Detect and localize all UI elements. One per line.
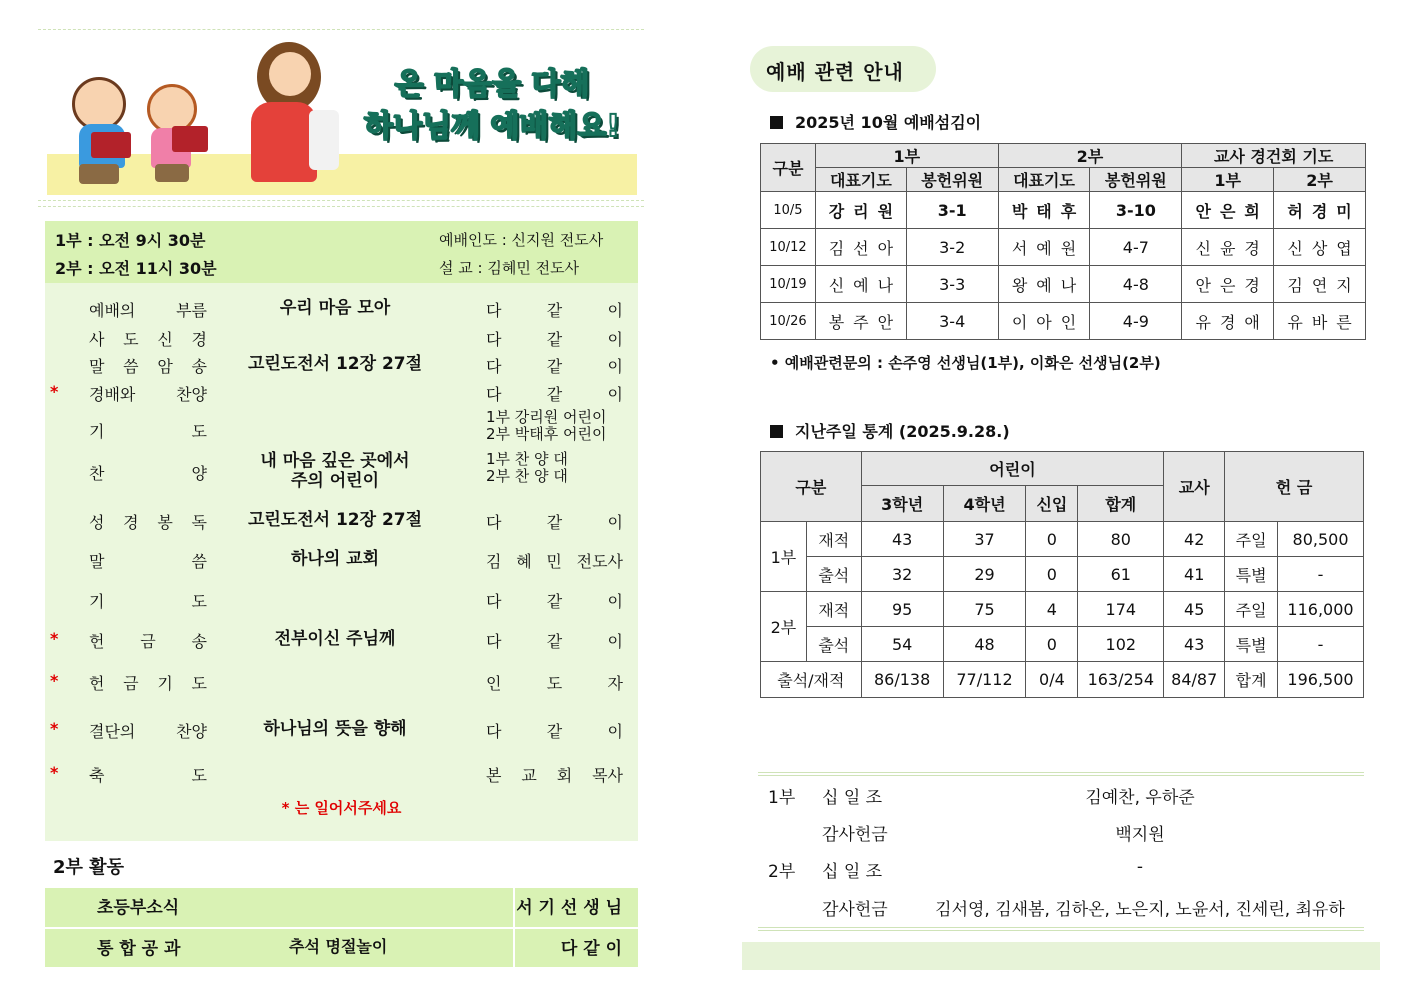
spread-char: 전도사 [576, 552, 623, 571]
schedule-h-usher-1: 봉헌위원 [906, 168, 998, 192]
spread-char: 도 [191, 422, 207, 441]
spread-char: 경 [123, 513, 139, 532]
stats-total-offering-value: 196,500 [1278, 662, 1364, 698]
spread-char: 찬양 [176, 385, 207, 404]
preacher: 설 교 : 김혜민 전도사 [439, 259, 580, 277]
order-row [45, 451, 638, 491]
required-stand-marker: * [50, 671, 59, 690]
spread-char: 민 [546, 552, 562, 571]
stats-new: 4 [1026, 592, 1078, 627]
order-item-title: 우리 마음 모아 [279, 298, 391, 318]
spread-char: 성 [89, 513, 105, 532]
spread-char: 송 [191, 632, 207, 651]
spread-char: 씀 [123, 357, 139, 376]
stats-total-g3: 86/138 [861, 662, 943, 698]
stats-offering-label: 주일 [1225, 522, 1278, 557]
schedule-h-first: 1부 [815, 144, 998, 168]
schedule-teacher-2: 신상엽 [1274, 229, 1366, 266]
jesus-robe-icon [251, 102, 317, 182]
order-row [45, 588, 638, 612]
footer-strip [742, 942, 1380, 970]
offering-names: - [1136, 857, 1144, 877]
schedule-date: 10/19 [761, 266, 816, 303]
offering-kind: 십 일 조 [822, 862, 883, 882]
schedule-h-prayer-2: 대표기도 [998, 168, 1090, 192]
spread-char: 같 [546, 592, 563, 611]
stool-icon [79, 164, 119, 184]
spread-char: 경배와 [89, 385, 136, 404]
spread-char: 기 [89, 422, 105, 441]
stats-kind: 재적 [806, 522, 861, 557]
order-item-leader-line: 2부 찬 양 대 [486, 467, 568, 485]
order-item-leader [486, 327, 623, 350]
banner-ground [47, 154, 637, 195]
spread-char: 금 [123, 674, 139, 693]
order-row [45, 628, 638, 652]
spread-char: 양 [191, 464, 207, 483]
jesus-face-icon [269, 52, 311, 96]
schedule-h-t2: 2부 [1274, 168, 1366, 192]
order-item-label [89, 298, 207, 321]
schedule-usher-2: 4-8 [1090, 266, 1182, 303]
order-item-leader [486, 549, 623, 572]
schedule-teacher-1: 신윤경 [1182, 229, 1274, 266]
stats-row [761, 627, 1364, 662]
spread-char: 목사 [592, 766, 623, 785]
spread-char: 본 [486, 766, 502, 785]
schedule-row [761, 192, 1366, 229]
stats-offering-value: - [1278, 557, 1364, 592]
spread-char: 도 [191, 674, 207, 693]
spread-char: 같 [546, 513, 563, 532]
stats-teacher: 41 [1164, 557, 1225, 592]
spread-char: 같 [546, 330, 563, 349]
order-item-leader [486, 354, 623, 377]
spread-char: 사 [89, 330, 105, 349]
spread-char: 다 [486, 357, 502, 376]
spread-char: 같 [546, 301, 563, 320]
order-row [45, 509, 638, 533]
schedule-teacher-2: 유바른 [1274, 303, 1366, 340]
boy-icon [72, 77, 126, 131]
offering-kind: 감사헌금 [822, 900, 888, 920]
spread-char: 결단의 [89, 722, 136, 741]
stats-kind: 출석 [806, 627, 861, 662]
offering-divider-top-2 [758, 775, 1364, 776]
order-item-title: 고린도전서 12장 27절 [247, 354, 423, 374]
stats-g4: 48 [943, 627, 1026, 662]
spread-char: 같 [546, 632, 563, 651]
stats-g4: 37 [943, 522, 1026, 557]
spread-char: 예배의 [89, 301, 136, 320]
schedule-h-t1: 1부 [1182, 168, 1274, 192]
schedule-usher-2: 4-7 [1090, 229, 1182, 266]
order-item-label [89, 419, 207, 442]
spread-char: 말 [89, 357, 105, 376]
schedule-prayer-2: 박태후 [998, 192, 1090, 229]
stats-new: 0 [1026, 522, 1078, 557]
activity-table [45, 888, 638, 967]
stats-kind: 재적 [806, 592, 861, 627]
stats-part: 1부 [761, 522, 807, 592]
order-item-title: 전부이신 주님께 [274, 629, 396, 649]
second-service-time: 2부 : 오전 11시 30분 [55, 259, 217, 278]
stats-g3: 32 [861, 557, 943, 592]
order-row [45, 548, 638, 572]
order-item-label [89, 461, 207, 484]
stats-new: 0 [1026, 557, 1078, 592]
activity-label-news: 초등부소식 [97, 898, 180, 918]
order-item-leader-line: 1부 찬 양 대 [486, 450, 568, 468]
stats-offering-value: 80,500 [1278, 522, 1364, 557]
square-bullet-icon-2 [770, 425, 783, 438]
order-item-title-line: 내 마음 깊은 곳에서 [260, 451, 410, 471]
spread-char: 축 [89, 766, 105, 785]
activity-label-lesson: 통 합 공 과 [97, 939, 181, 959]
order-item-leader [486, 719, 623, 742]
spread-char: 회 [556, 766, 573, 785]
spread-char: 김 [486, 552, 502, 571]
schedule-teacher-1: 안은희 [1182, 192, 1274, 229]
offering-divider-bottom-1 [758, 927, 1364, 928]
spread-char: 다 [486, 592, 502, 611]
stats-sum: 80 [1078, 522, 1164, 557]
schedule-usher-1: 3-4 [906, 303, 998, 340]
bible-icon-2 [172, 126, 208, 152]
schedule-teacher-1: 유경애 [1182, 303, 1274, 340]
contact-note: • 예배관련문의 : 손주영 선생님(1부), 이화은 선생님(2부) [770, 354, 1161, 372]
order-item-label [89, 354, 207, 377]
spread-char: 도 [123, 330, 139, 349]
schedule-row [761, 303, 1366, 340]
spread-char: 자 [607, 674, 623, 693]
activity-row-separator [45, 927, 638, 929]
order-item-label [89, 382, 207, 405]
spread-char: 도 [191, 766, 207, 785]
stats-offering-label: 특별 [1225, 627, 1278, 662]
order-item-leader [486, 510, 623, 533]
order-item-leader [486, 629, 623, 652]
stats-h-children: 어린이 [861, 452, 1164, 486]
spread-char: 부름 [176, 301, 207, 320]
order-item-title-line: 주의 어린이 [290, 471, 380, 491]
required-stand-marker: * [50, 719, 59, 738]
activity-who-lesson: 다 같 이 [560, 939, 622, 959]
section-pill [750, 46, 936, 92]
spread-char: 도 [191, 592, 207, 611]
order-row [45, 297, 638, 321]
stats-sum: 174 [1078, 592, 1164, 627]
stats-heading [770, 419, 1010, 442]
stats-total-g4: 77/112 [943, 662, 1026, 698]
spread-char: 다 [486, 632, 502, 651]
schedule-prayer-2: 왕예나 [998, 266, 1090, 303]
stats-h-sum: 합계 [1078, 486, 1164, 522]
stats-g4: 29 [943, 557, 1026, 592]
spread-char: 혜 [516, 552, 532, 571]
order-item-label [89, 510, 207, 533]
order-item-label [89, 549, 207, 572]
order-item-leader [486, 382, 623, 405]
spread-char: 이 [607, 592, 623, 611]
stats-part: 2부 [761, 592, 807, 662]
spread-char: 이 [607, 722, 623, 741]
schedule-date: 10/26 [761, 303, 816, 340]
worship-leader: 예배인도 : 신지원 전도사 [439, 231, 604, 249]
stool-icon-2 [155, 164, 189, 182]
schedule-usher-1: 3-1 [906, 192, 998, 229]
order-item-label [89, 671, 207, 694]
order-row [45, 353, 638, 377]
stats-offering-label: 주일 [1225, 592, 1278, 627]
spread-char: 말 [89, 552, 105, 571]
spread-char: 같 [546, 385, 563, 404]
stats-total-offering-label: 합계 [1225, 662, 1278, 698]
offering-divider-bottom-2 [758, 930, 1364, 931]
stats-sum: 61 [1078, 557, 1164, 592]
stats-sum: 102 [1078, 627, 1164, 662]
spread-char: 독 [191, 513, 207, 532]
schedule-row [761, 266, 1366, 303]
spread-char: 찬 [89, 464, 105, 483]
stats-teacher: 45 [1164, 592, 1225, 627]
schedule-teacher-2: 김연지 [1274, 266, 1366, 303]
stats-h-g4: 4학년 [943, 486, 1026, 522]
stats-g4: 75 [943, 592, 1026, 627]
spread-char: 헌 [89, 674, 105, 693]
schedule-date: 10/5 [761, 192, 816, 229]
spread-char: 기 [157, 674, 173, 693]
spread-char: 이 [607, 301, 623, 320]
schedule-h-usher-2: 봉헌위원 [1090, 168, 1182, 192]
order-item-leader [486, 298, 623, 321]
order-item-title: 하나의 교회 [290, 549, 380, 569]
stats-heading-text: 지난주일 통계 (2025.9.28.) [795, 422, 1010, 441]
stats-offering-value: - [1278, 627, 1364, 662]
stats-g3: 54 [861, 627, 943, 662]
schedule-h-second: 2부 [998, 144, 1182, 168]
stats-table [760, 451, 1364, 698]
stats-row [761, 592, 1364, 627]
offering-kind: 십 일 조 [822, 788, 883, 808]
spread-char: 같 [546, 357, 563, 376]
stats-h-gubun: 구분 [761, 452, 862, 522]
offering-part: 2부 [768, 862, 796, 882]
spread-char: 봉 [157, 513, 173, 532]
stats-row [761, 522, 1364, 557]
schedule-row [761, 229, 1366, 266]
stats-new: 0 [1026, 627, 1078, 662]
spread-char: 이 [607, 385, 623, 404]
order-item-leader [486, 671, 623, 694]
schedule-table [760, 143, 1366, 340]
schedule-date: 10/12 [761, 229, 816, 266]
spread-char: 이 [607, 357, 623, 376]
order-item-label [89, 589, 207, 612]
stats-h-teacher: 교사 [1164, 452, 1225, 522]
offering-divider-top-1 [758, 772, 1364, 773]
spread-char: 이 [607, 513, 623, 532]
spread-char: 다 [486, 722, 502, 741]
stats-total-teacher: 84/87 [1164, 662, 1225, 698]
top-divider [38, 29, 644, 30]
square-bullet-icon [770, 116, 783, 129]
schedule-heading [770, 110, 981, 133]
spread-char: 이 [607, 330, 623, 349]
offering-kind: 감사헌금 [822, 825, 888, 845]
spread-char: 신 [157, 330, 173, 349]
schedule-usher-1: 3-2 [906, 229, 998, 266]
schedule-usher-2: 3-10 [1090, 192, 1182, 229]
spread-char: 경 [191, 330, 207, 349]
schedule-prayer-2: 이아인 [998, 303, 1090, 340]
spread-char: 헌 [89, 632, 105, 651]
order-item-title [205, 451, 465, 491]
stats-g3: 43 [861, 522, 943, 557]
offering-names: 백지원 [1115, 825, 1165, 845]
jesus-sash-icon [309, 110, 339, 170]
spread-char: 씀 [191, 552, 207, 571]
stats-g3: 95 [861, 592, 943, 627]
spread-char: 다 [486, 385, 502, 404]
spread-char: 같 [546, 722, 563, 741]
spread-char: 도 [546, 674, 563, 693]
activity-who-news: 서 기 선 생 님 [516, 898, 622, 918]
schedule-teacher-1: 안은경 [1182, 266, 1274, 303]
spread-char: 금 [140, 632, 156, 651]
order-row [45, 409, 638, 449]
stats-offering-label: 특별 [1225, 557, 1278, 592]
stats-total-row [761, 662, 1364, 698]
schedule-prayer-1: 신예나 [815, 266, 906, 303]
required-stand-marker: * [50, 382, 59, 401]
order-item-label [89, 629, 207, 652]
schedule-prayer-1: 김선아 [815, 229, 906, 266]
order-item-leader [486, 409, 623, 443]
order-row [45, 381, 638, 405]
spread-char: 찬양 [176, 722, 207, 741]
order-item-leader [486, 763, 623, 786]
spread-char: 암 [157, 357, 173, 376]
order-row [45, 762, 638, 786]
order-item-label [89, 327, 207, 350]
banner [47, 32, 637, 195]
worship-times-bar [45, 221, 638, 283]
banner-title-line1: 온 마음을 다해 [394, 67, 590, 102]
schedule-usher-2: 4-9 [1090, 303, 1182, 340]
spread-char: 다 [486, 301, 502, 320]
schedule-h-teacher: 교사 경건회 기도 [1182, 144, 1366, 168]
schedule-usher-1: 3-3 [906, 266, 998, 303]
spread-char: 다 [486, 513, 502, 532]
order-item-leader [486, 451, 623, 485]
stats-total-sum: 163/254 [1078, 662, 1164, 698]
bible-icon [91, 132, 131, 158]
schedule-teacher-2: 허경미 [1274, 192, 1366, 229]
offering-names: 김예찬, 우하준 [1085, 788, 1195, 808]
schedule-prayer-1: 봉주안 [815, 303, 906, 340]
order-row [45, 718, 638, 742]
activity-heading: 2부 활동 [53, 857, 124, 878]
order-item-title: 하나님의 뜻을 향해 [263, 719, 407, 739]
stats-teacher: 43 [1164, 627, 1225, 662]
spread-char: 교 [521, 766, 537, 785]
order-row [45, 326, 638, 350]
banner-divider-2 [38, 206, 644, 207]
spread-char: 다 [486, 330, 502, 349]
stand-note: * 는 일어서주세요 [281, 799, 402, 817]
order-item-leader-line: 2부 박태후 어린이 [486, 425, 607, 443]
activity-content-lesson: 추석 명절놀이 [289, 937, 388, 956]
spread-char: 송 [191, 357, 207, 376]
schedule-heading-text: 2025년 10월 예배섬김이 [795, 113, 982, 132]
stats-total-label: 출석/재적 [761, 662, 862, 698]
banner-title [352, 64, 632, 148]
stats-h-new: 신입 [1026, 486, 1078, 522]
order-item-label [89, 719, 207, 742]
order-item-leader [486, 589, 623, 612]
required-stand-marker: * [50, 629, 59, 648]
required-stand-marker: * [50, 763, 59, 782]
schedule-prayer-2: 서예원 [998, 229, 1090, 266]
stats-offering-value: 116,000 [1278, 592, 1364, 627]
section-pill-label: 예배 관련 안내 [766, 60, 904, 84]
spread-char: 인 [486, 674, 502, 693]
stats-teacher: 42 [1164, 522, 1225, 557]
order-row [45, 670, 638, 694]
stats-kind: 출석 [806, 557, 861, 592]
stats-h-g3: 3학년 [861, 486, 943, 522]
spread-char: 기 [89, 592, 105, 611]
schedule-h-prayer-1: 대표기도 [815, 168, 906, 192]
stats-row [761, 557, 1364, 592]
spread-char: 이 [607, 632, 623, 651]
banner-divider-1 [38, 200, 644, 201]
stats-total-new: 0/4 [1026, 662, 1078, 698]
order-item-title: 고린도전서 12장 27절 [247, 510, 423, 530]
first-service-time: 1부 : 오전 9시 30분 [55, 231, 206, 250]
order-item-leader-line: 1부 강리원 어린이 [486, 408, 607, 426]
schedule-prayer-1: 강리원 [815, 192, 906, 229]
stats-h-offering: 헌 금 [1225, 452, 1364, 522]
order-item-label [89, 763, 207, 786]
offering-names: 김서영, 김새봄, 김하온, 노은지, 노윤서, 진세린, 최유하 [935, 900, 1345, 920]
schedule-h-gubun: 구분 [761, 144, 816, 192]
offering-part: 1부 [768, 788, 796, 808]
banner-title-line2: 하나님께 예배해요! [364, 109, 620, 144]
